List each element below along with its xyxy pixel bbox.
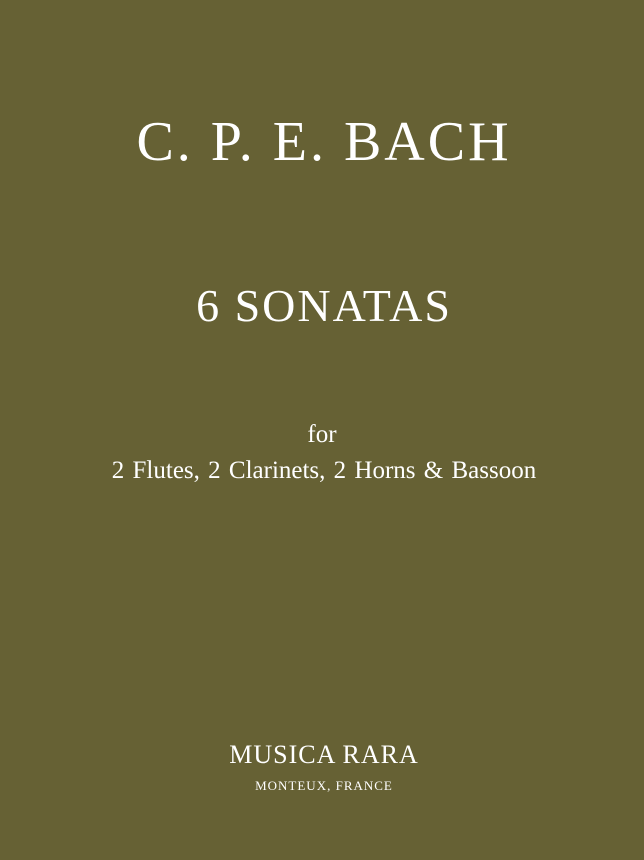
publisher-location: MONTEUX, FRANCE — [255, 778, 393, 793]
for-label: for — [307, 421, 337, 448]
composer-name: C. P. E. BACH — [136, 111, 512, 173]
instrumentation: 2 Flutes, 2 Clarinets, 2 Horns & Bassoon — [111, 457, 537, 484]
work-title: 6 SONATAS — [196, 280, 452, 331]
publisher-name: MUSICA RARA — [229, 740, 419, 769]
